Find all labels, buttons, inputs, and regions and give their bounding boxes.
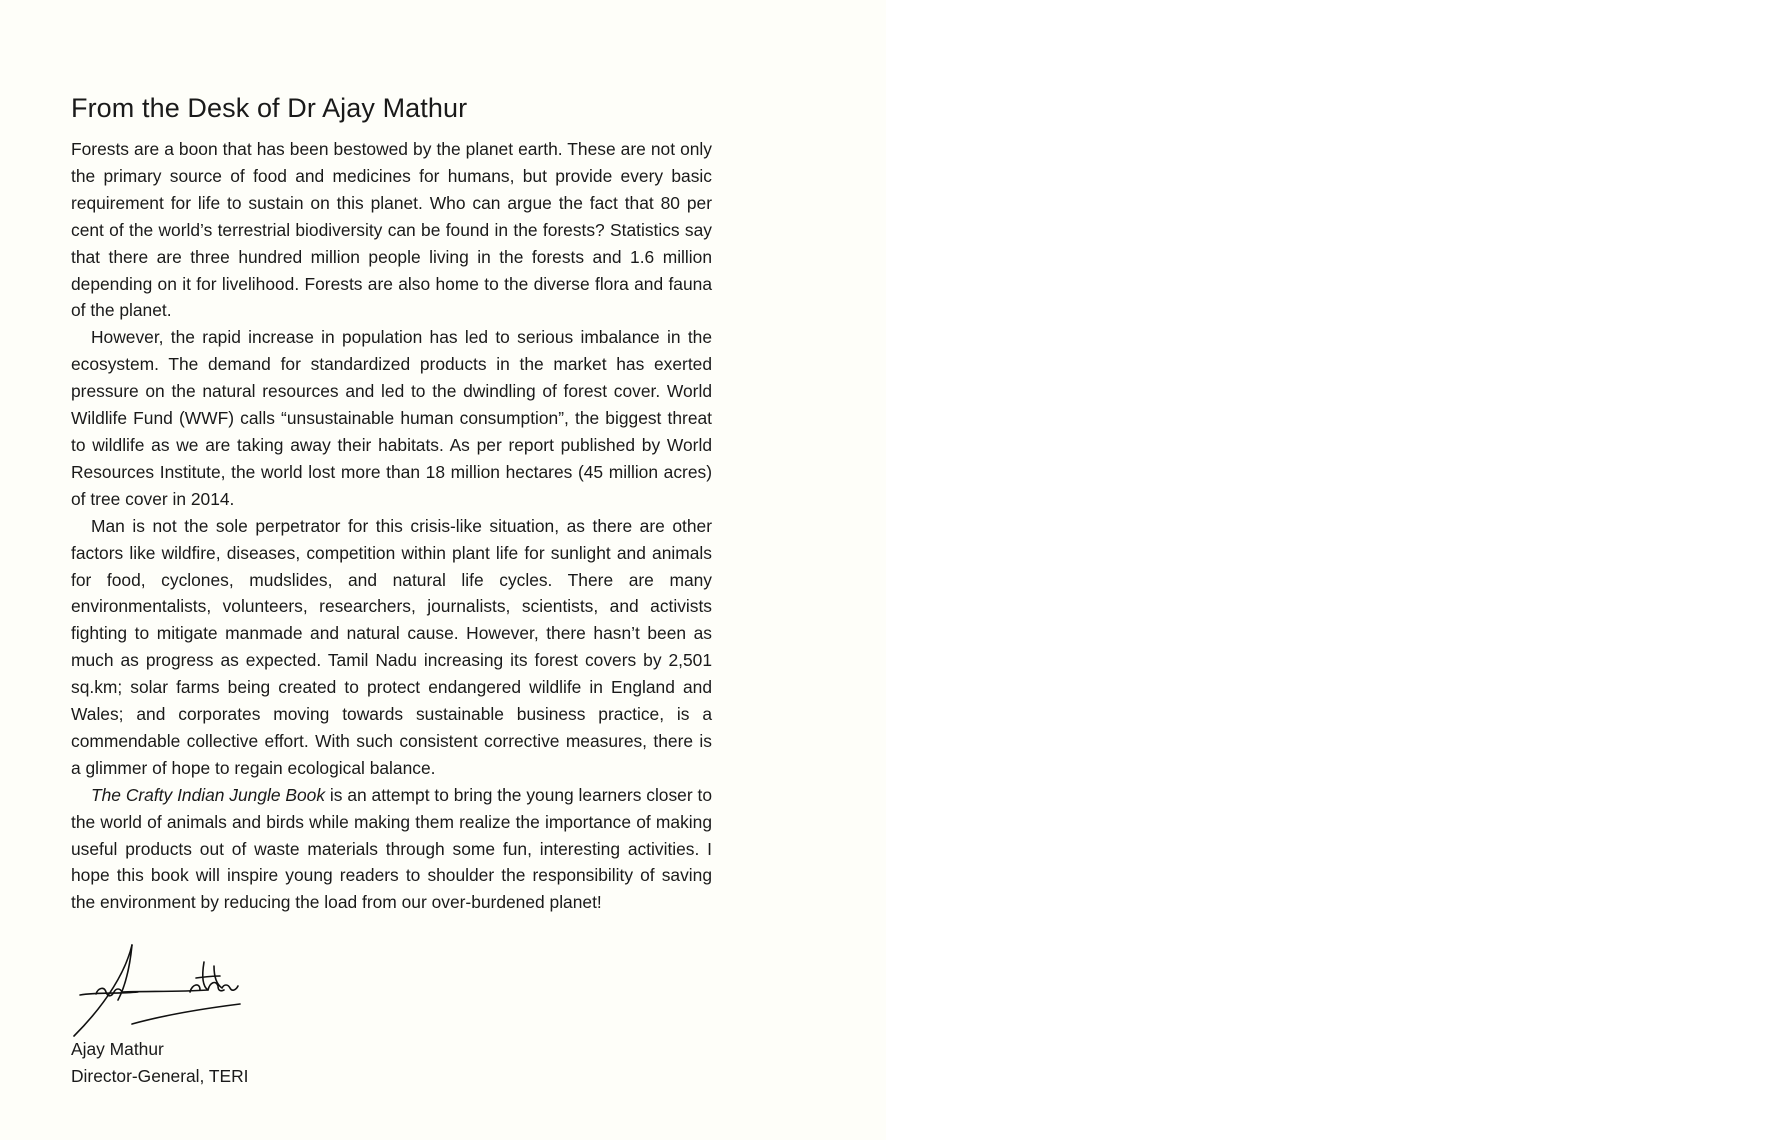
paragraph-2: However, the rapid increase in population has led to serious imbalance in the ecosystem. The demand for standardized products in the market has exerted pressure on the natural resources and led to the dwindling of forest cover. World Wildlife Fund (WWF) calls “unsustainable human consumption”, the biggest threat to wildlife as we are taking away their habitats. As per report published by World Resources Institute, the world lost more than 18 million hectares (45 million acres) of tree cover in 2014. — [71, 327, 712, 509]
page-title: From the Desk of Dr Ajay Mathur — [71, 93, 468, 123]
signatory-designation: Director-General, TERI — [71, 1065, 249, 1086]
paragraph-4-text: is an attempt to bring the young learners closer to the world of animals and birds while making them realize the importance of making useful products out of waste materials through some fun, interesting activities. I hope this book will inspire young readers to shoulder the responsibility of saving the environment by reducing the load from our over-burdened planet! — [71, 784, 713, 913]
paragraph-4 — [71, 782, 712, 917]
handwritten-signature — [68, 940, 248, 1040]
book-title: The Crafty Indian Jungle Book — [91, 784, 326, 805]
letter-body — [71, 88, 712, 916]
signatory-name: Ajay Mathur — [71, 1039, 164, 1059]
signoff — [71, 1036, 249, 1090]
paragraph-3: Man is not the sole perpetrator for this crisis-like situation, as there are other factors like wildfire, diseases, competition within plant life for sunlight and animals for food, cyclones, mudslides, and natural life cycles. There are many environmentalists, volunteers, researchers, journalists, scientists, and activists fighting to mitigate manmade and natural cause. However, there hasn’t been as much as progress as expected. Tamil Nadu increasing its forest covers by 2,501 sq.km; solar farms being created to protect endangered wildlife in England and Wales; and corporates moving towards sustainable business practice, is a commendable collective effort. With such consistent corrective measures, there is a glimmer of hope to regain ecological balance. — [71, 515, 712, 778]
paragraph-1: Forests are a boon that has been bestowed by the planet earth. These are not only the primary source of food and medicines for humans, but provide every basic requirement for life to sustain on this planet. Who can argue the fact that 80 per cent of the world’s terrestrial biodiversity can be found in the forests? Statistics say that there are three hundred million people living in the forests and 1.6 million depending on it for livelihood. Forests are also home to the diverse flora and fauna of the planet. — [71, 139, 712, 321]
